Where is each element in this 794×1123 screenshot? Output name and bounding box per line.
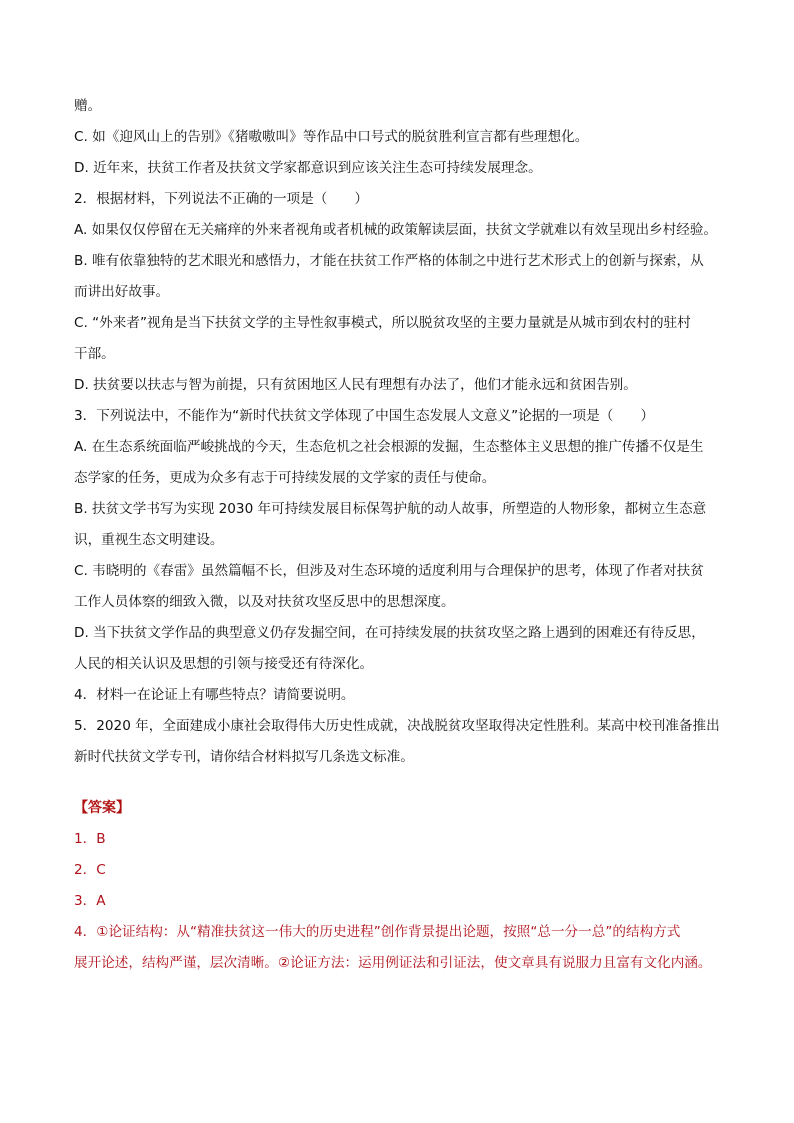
q2-option-b: B. 唯有依靠独特的艺术眼光和感悟力，才能在扶贫工作严格的体制之中进行艺术形式上的创新与探索，从 bbox=[74, 253, 704, 269]
q3-option-b: B. 扶贫文学书写为实现 2030 年可持续发展目标保驾护航的动人故事，所塑造的人物形象，都树立生态意 bbox=[74, 501, 707, 517]
option-c-line: C. 如《迎风山上的告别》《猪嗷嗷叫》等作品中口号式的脱贫胜利宣言都有些理想化。 bbox=[74, 129, 589, 145]
question-5: 5．2020 年，全面建成小康社会取得伟大历史性成就，决战脱贫攻坚取得决定性胜利。某高中校刊准备推出 bbox=[74, 718, 720, 734]
option-d-line: D. 近年来，扶贫工作者及扶贫文学家都意识到应该关注生态可持续发展理念。 bbox=[74, 160, 542, 176]
question-5-cont: 新时代扶贫文学专刊，请你结合材料拟写几条选文标准。 bbox=[74, 749, 414, 765]
question-2: 2．根据材料，下列说法不正确的一项是（ ） bbox=[74, 191, 369, 207]
answer-4-cont: 展开论述，结构严谨，层次清晰。②论证方法：运用例证法和引证法，使文章具有说服力且富有文化内涵。 bbox=[74, 955, 712, 971]
text-line: 赠。 bbox=[74, 98, 102, 114]
document-content bbox=[74, 96, 734, 973]
q2-option-c: C. “外来者”视角是当下扶贫文学的主导性叙事模式，所以脱贫攻坚的主要力量就是从城市到农村的驻村 bbox=[74, 315, 691, 331]
answer-section bbox=[74, 798, 734, 973]
q3-option-a: A. 在生态系统面临严峻挑战的今天，生态危机之社会根源的发掘，生态整体主义思想的推广传播不仅是生 bbox=[74, 439, 704, 455]
answer-3: 3．A bbox=[74, 893, 106, 909]
q3-option-a-cont: 态学家的任务，更成为众多有志于可持续发展的文学家的责任与使命。 bbox=[74, 470, 496, 486]
answer-4: 4．①论证结构：从“精准扶贫这一伟大的历史进程”创作背景提出论题，按照“总一分一总”的结构方式 bbox=[74, 924, 681, 940]
q3-option-d: D. 当下扶贫文学作品的典型意义仍存发掘空间，在可持续发展的扶贫攻坚之路上遇到的困难还有待反思， bbox=[74, 625, 705, 641]
q2-option-c-cont: 干部。 bbox=[74, 346, 115, 362]
q3-option-d-cont: 人民的相关认识及思想的引领与接受还有待深化。 bbox=[74, 656, 374, 672]
q2-option-b-cont: 而讲出好故事。 bbox=[74, 284, 170, 300]
q2-option-d: D. 扶贫要以扶志与智为前提，只有贫困地区人民有理想有办法了，他们才能永远和贫困告别。 bbox=[74, 377, 637, 393]
questions-section bbox=[74, 96, 734, 767]
q3-option-b-cont: 识，重视生态文明建设。 bbox=[74, 532, 224, 548]
question-3: 3．下列说法中，不能作为“新时代扶贫文学体现了中国生态发展人文意义”论据的一项是（ ） bbox=[74, 408, 655, 424]
answer-heading: 【答案】 bbox=[74, 800, 130, 816]
answer-1: 1．B bbox=[74, 831, 106, 847]
question-4: 4．材料一在论证上有哪些特点？请简要说明。 bbox=[74, 687, 355, 703]
q3-option-c-cont: 工作人员体察的细致入微，以及对扶贫攻坚反思中的思想深度。 bbox=[74, 594, 455, 610]
q2-option-a: A. 如果仅仅停留在无关痛痒的外来者视角或者机械的政策解读层面，扶贫文学就难以有效呈现出乡村经验。 bbox=[74, 222, 718, 238]
q3-option-c: C. 韦晓明的《春雷》虽然篇幅不长，但涉及对生态环境的适度利用与合理保护的思考，体现了作者对扶贫 bbox=[74, 563, 704, 579]
answer-2: 2．C bbox=[74, 862, 106, 878]
